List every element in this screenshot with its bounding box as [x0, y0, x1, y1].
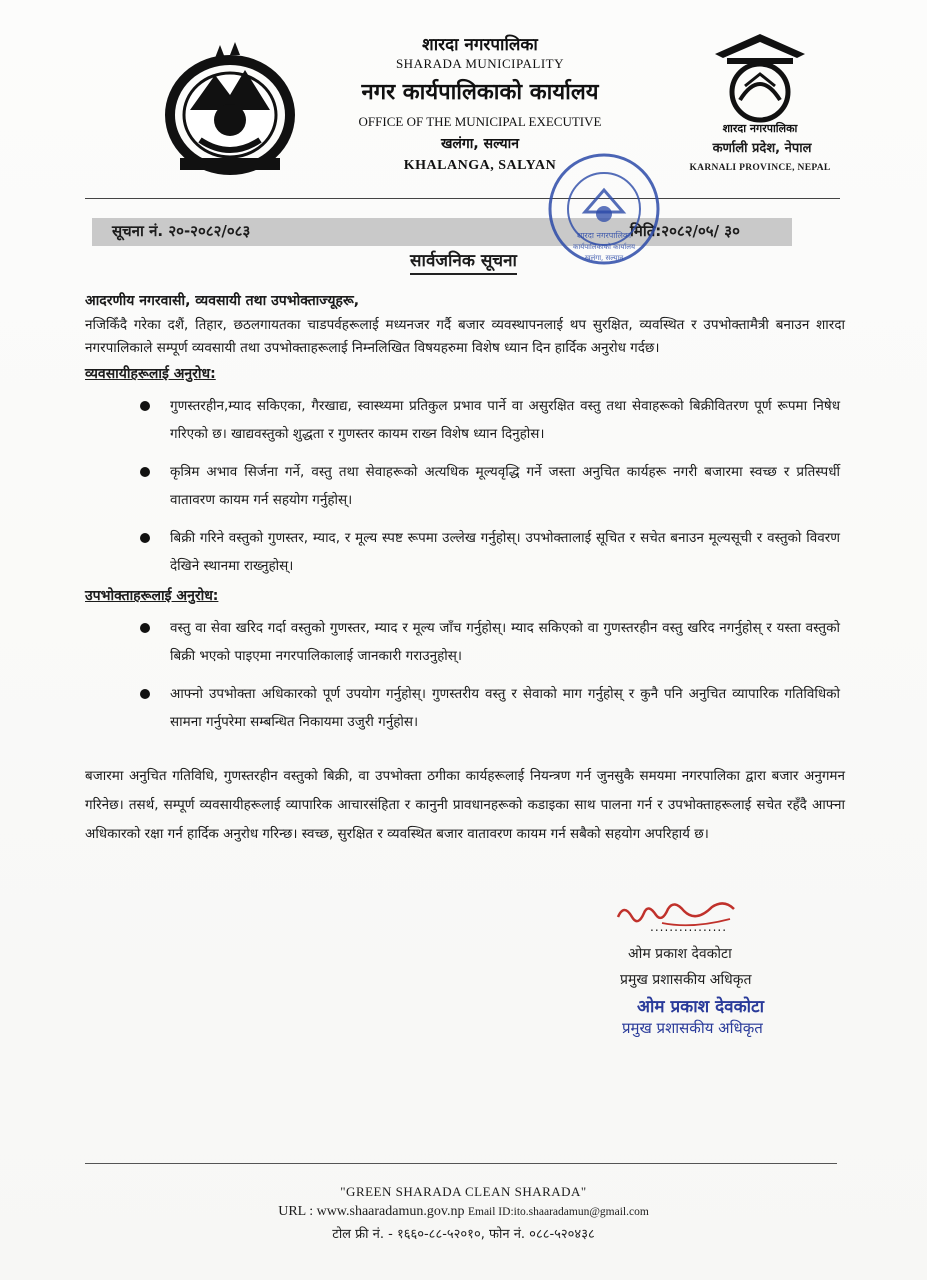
footer-url[interactable]: URL : www.shaaradamun.gov.np [278, 1204, 465, 1219]
signatory-title: प्रमुख प्रशासकीय अधिकृत [620, 972, 752, 988]
list-item-text: कृत्रिम अभाव सिर्जना गर्ने, वस्तु तथा सेवाहरूको अत्यधिक मूल्यवृद्धि गर्ने जस्ता अनुचित कार्यहरू नगरी बजारमा स्वच्छ र प्रतिस्पर्धी वातावरण कायम गर्न सहयोग गर्नुहोस्। [170, 464, 840, 508]
traders-section-heading: व्यवसायीहरूलाई अनुरोध: [85, 366, 216, 382]
list-item [170, 680, 840, 736]
logo-lettering: शारदा नगरपालिका [722, 122, 798, 135]
signature-line: ................ [650, 920, 728, 934]
footer-phone: टोल फ्री नं. - १६६०-८८-५२०१०, फोन नं. ०८८-५२०४३८ [332, 1227, 595, 1242]
list-item-text: बिक्री गरिने वस्तुको गुणस्तर, म्याद, र मूल्य स्पष्ट रूपमा उल्लेख गर्नुहोस्। उपभोक्तालाई सूचित र सचेत बनाउन मूल्यसूची र वस्तुको विवरण देखिने स्थानमा राख्नुहोस्। [170, 530, 840, 574]
traders-request-list [170, 392, 840, 590]
province-ne: कर्णाली प्रदेश, नेपाल [712, 141, 812, 156]
notice-title [0, 248, 927, 271]
nepal-coat-of-arms-icon [160, 40, 300, 180]
list-item [170, 614, 840, 670]
intro-paragraph: नजिकिँदै गरेका दशैं, तिहार, छठलगायतका चाडपर्वहरूलाई मध्यनजर गर्दै बजार व्यवस्थापनलाई थप सुरक्षित, व्यवस्थित र उपभोक्तामैत्री बनाउन शारदा नगरपालिकाले सम्पूर्ण व्यवसायी तथा उपभोक्ताहरूलाई निम्नलिखित विषयहरुमा विशेष ध्यान दिन हार्दिक अनुरोध गर्दछ। [85, 317, 845, 356]
svg-text:कार्यपालिकाको कार्यालय: कार्यपालिकाको कार्यालय [572, 243, 636, 251]
municipality-name-ne: शारदा नगरपालिका [422, 35, 538, 55]
header-divider [85, 198, 840, 199]
notice-number: सूचना नं. २०-२०८२/०८३ [112, 222, 251, 240]
bullet-icon [140, 689, 150, 699]
consumers-request-list [170, 614, 840, 746]
bullet-icon [140, 467, 150, 477]
place-en: KHALANGA, SALYAN [403, 158, 557, 173]
bullet-icon [140, 533, 150, 543]
notice-title-text: सार्वजनिक सूचना [410, 251, 517, 275]
list-item [170, 458, 840, 514]
list-item-text: वस्तु वा सेवा खरिद गर्दा वस्तुको गुणस्तर, म्याद र मूल्य जाँच गर्नुहोस्। म्याद सकिएको वा गुणस्तरहीन वस्तु खरिद नगर्नुहोस् र यस्ता वस्तुको बिक्री भएको पाइएमा नगरपालिकालाई जानकारी गराउनुहोस्। [170, 620, 840, 664]
closing-paragraph: बजारमा अनुचित गतिविधि, गुणस्तरहीन वस्तुको बिक्री, वा उपभोक्ता ठगीका कार्यहरूलाई नियन्त्रण गर्न जुनसुकै समयमा नगरपालिका द्वारा बजार अनुगमन गरिनेछ। तसर्थ, सम्पूर्ण व्यवसायीहरूलाई व्यापारिक आचारसंहिता र कानुनी प्रावधानहरूको कडाइका साथ पालना गर्न र उपभोक्ताहरूलाई सचेत रहँदै आफ्ना अधिकारको रक्षा गर्न हार्दिक अनुरोध गरिन्छ। स्वच्छ, सुरक्षित र व्यवस्थित बजार वातावरण कायम गर्न सबैको सहयोग अपरिहार्य छ। [85, 768, 845, 842]
place-ne: खलंगा, सल्यान [440, 136, 520, 152]
list-item [170, 524, 840, 580]
footer-divider [85, 1163, 837, 1164]
office-name-ne: नगर कार्यपालिकाको कार्यालय [361, 80, 599, 105]
bullet-icon [140, 401, 150, 411]
title-stamp: प्रमुख प्रशासकीय अधिकृत [622, 1019, 763, 1037]
municipality-name-en: SHARADA MUNICIPALITY [395, 56, 565, 71]
sharada-municipality-logo-icon [705, 28, 815, 138]
list-item-text: आफ्नो उपभोक्ता अधिकारको पूर्ण उपयोग गर्नुहोस्। गुणस्तरीय वस्तु र सेवाको माग गर्नुहोस् र कुनै पनि अनुचित व्यापारिक गतिविधिको सामना गर्नुपरेमा सम्बन्धित निकायमा उजुरी गर्नुहोस। [170, 686, 840, 730]
footer-contact [0, 1204, 927, 1220]
signatory-name: ओम प्रकाश देवकोटा [628, 946, 732, 962]
svg-text:शारदा नगरपालिका: शारदा नगरपालिका [576, 231, 632, 240]
svg-text:खलंगा, सल्यान: खलंगा, सल्यान [584, 254, 624, 262]
notice-date: मिति:२०८२/०५/ ३० [630, 222, 740, 240]
salutation: आदरणीय नगरवासी, व्यवसायी तथा उपभोक्ताज्यूहरू, [85, 293, 360, 309]
list-item-text: गुणस्तरहीन,म्याद सकिएका, गैरखाद्य, स्वास्थ्यमा प्रतिकुल प्रभाव पार्ने वा असुरक्षित वस्तु तथा सेवाहरूको बिक्रीवितरण पूर्ण रूपमा निषेध गरिएको छ। खाद्यवस्तुको शुद्धता र गुणस्तर कायम राख्न विशेष ध्यान दिनुहोस। [170, 398, 840, 442]
list-item [170, 392, 840, 448]
office-name-en: OFFICE OF THE MUNICIPAL EXECUTIVE [358, 114, 602, 129]
bullet-icon [140, 623, 150, 633]
province-en: KARNALI PROVINCE, NEPAL [689, 163, 831, 173]
footer-slogan: "GREEN SHARADA CLEAN SHARADA" [340, 1184, 587, 1199]
consumers-section-heading: उपभोक्ताहरूलाई अनुरोध: [85, 588, 219, 604]
footer-email[interactable]: Email ID:ito.shaaradamun@gmail.com [467, 1206, 649, 1218]
name-stamp: ओम प्रकाश देवकोटा [637, 997, 764, 1017]
